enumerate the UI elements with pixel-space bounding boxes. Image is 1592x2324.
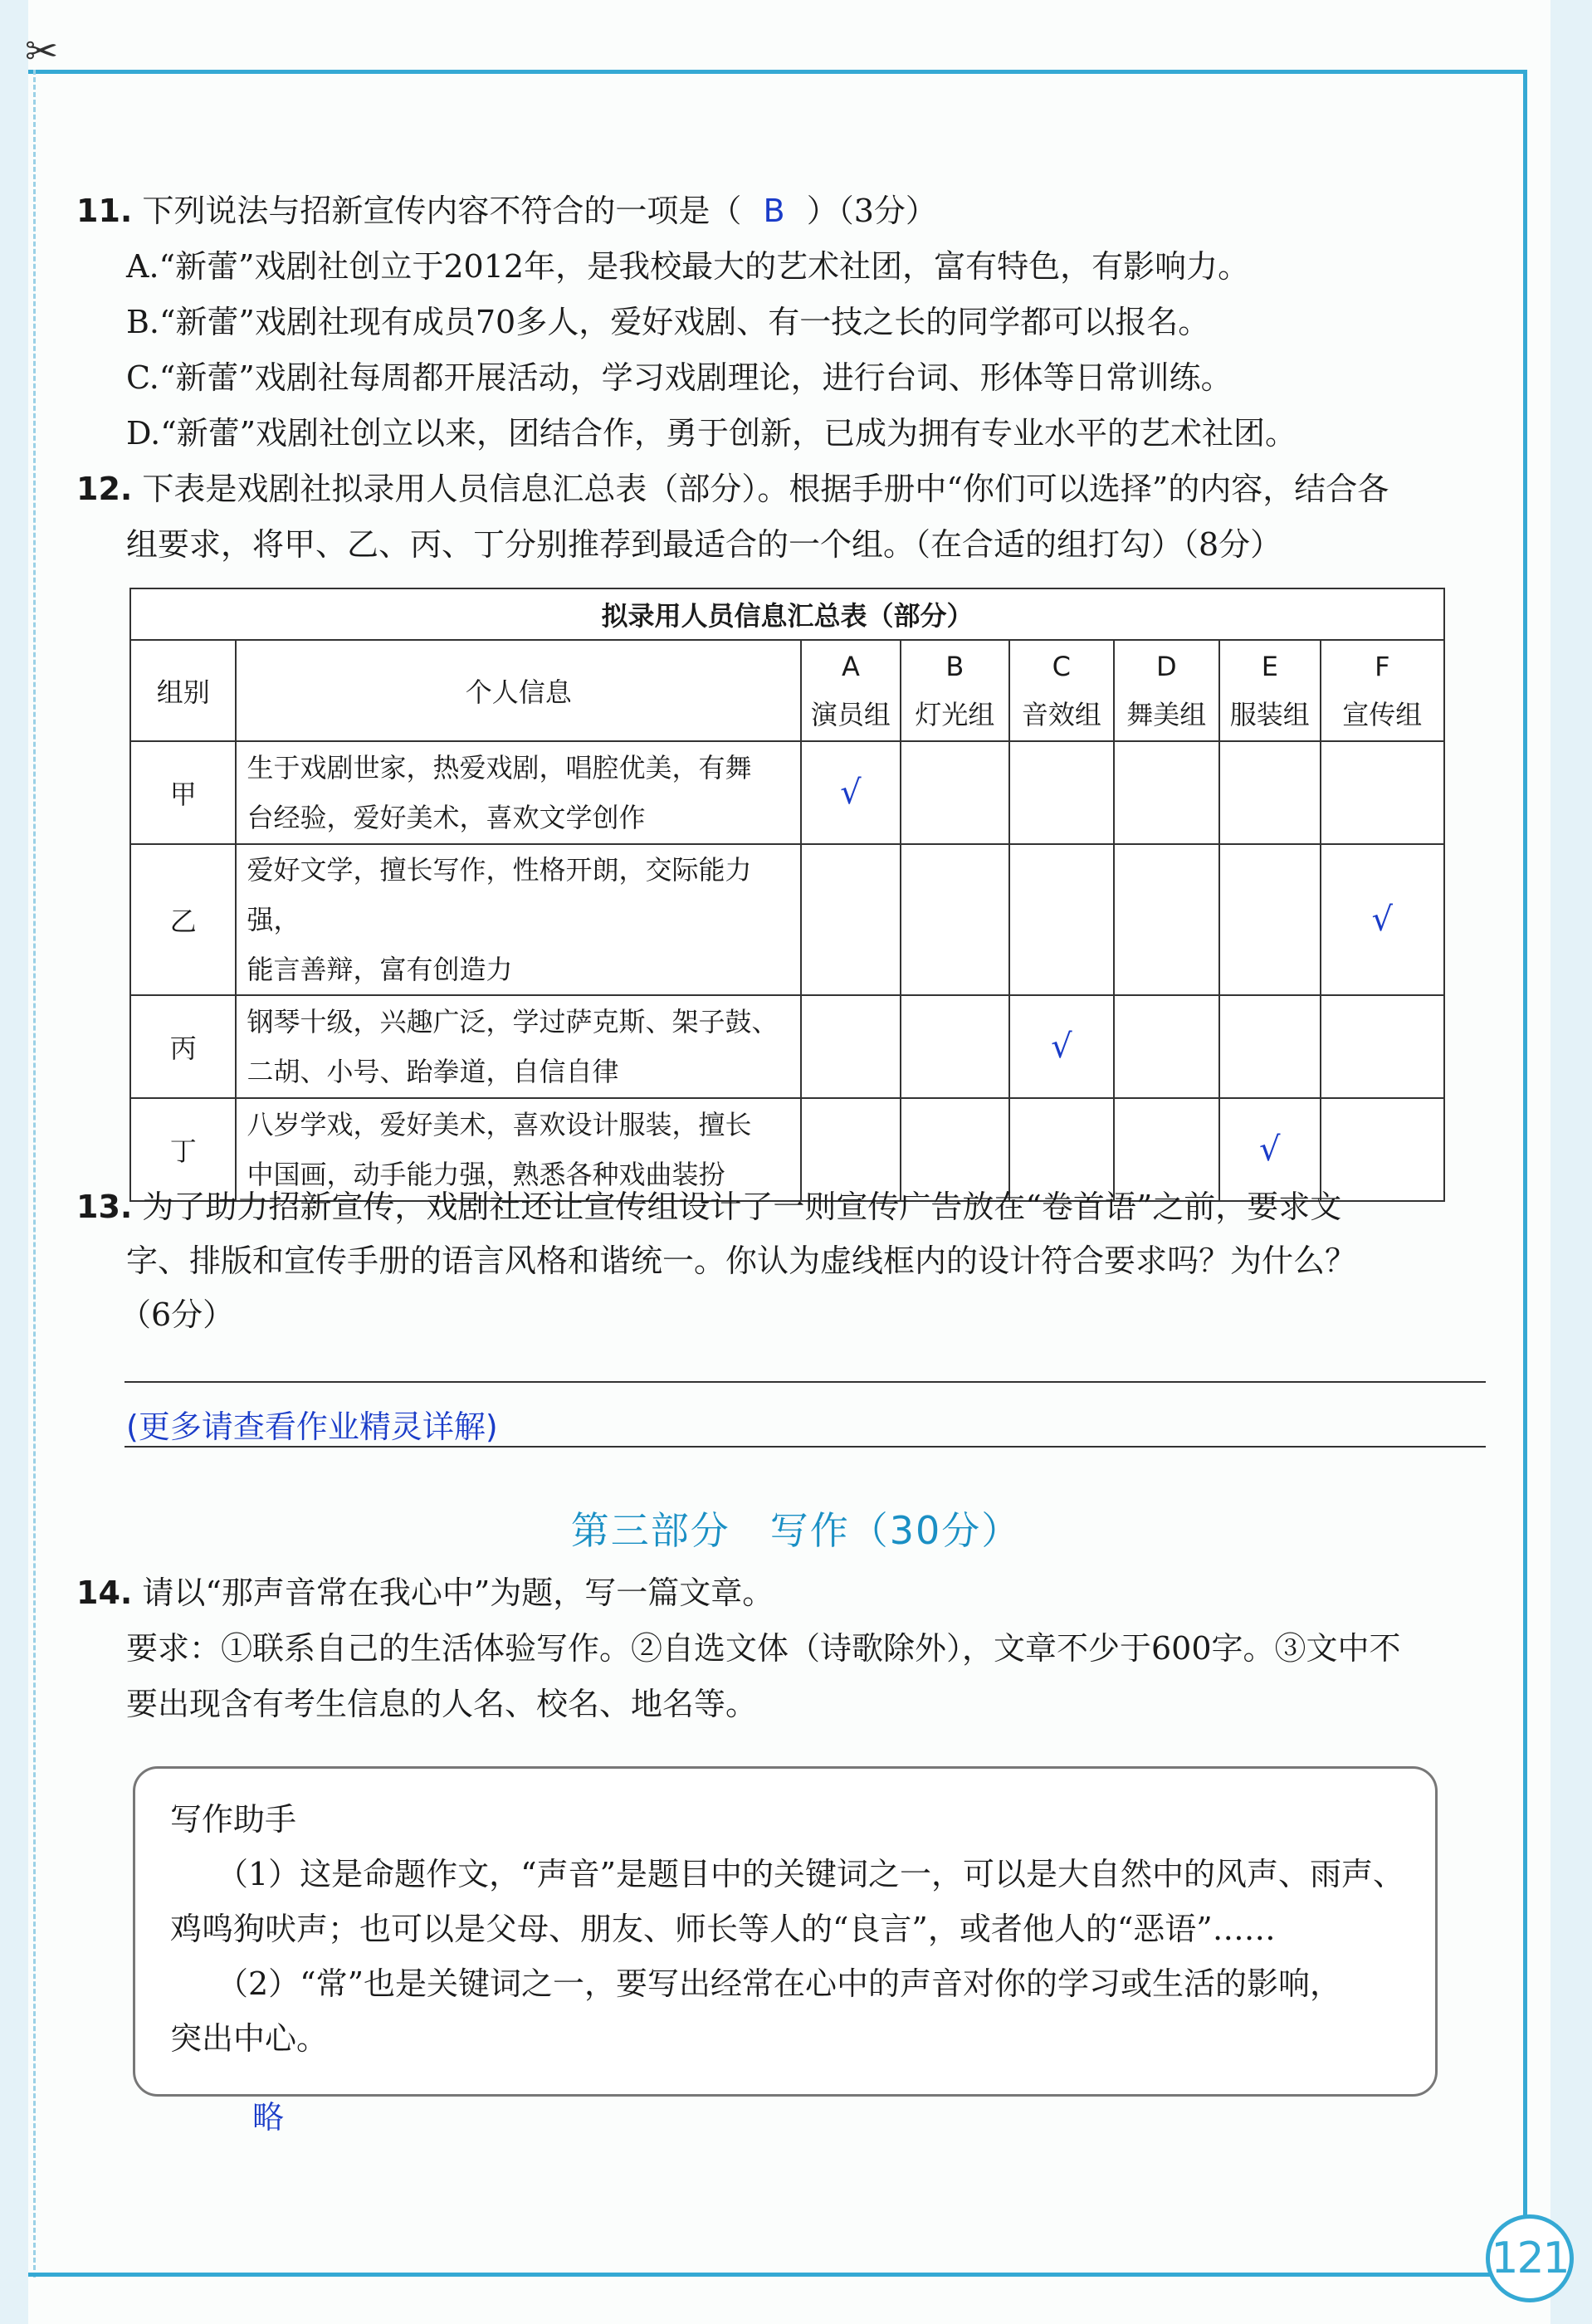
col-header-c (1009, 640, 1113, 741)
more-details-link[interactable]: (更多请查看作业精灵详解) (126, 1409, 498, 1445)
cell-b[interactable] (901, 844, 1009, 995)
col-group-header: 组别 (130, 640, 236, 741)
row-info (236, 844, 801, 995)
row-info (236, 995, 801, 1098)
row-info (236, 741, 801, 844)
helper-title: 写作助手 (170, 1801, 297, 1838)
col-header-f (1321, 640, 1444, 741)
q12-line-1: 下表是戏剧社拟录用人员信息汇总表（部分）。根据手册中“你们可以选择”的内容，结合各 (142, 471, 1389, 507)
q14-line-2: 要求：①联系自己的生活体验写作。②自选文体（诗歌除外），文章不少于600字。③文中不 (126, 1630, 1401, 1667)
cell-b[interactable] (901, 995, 1009, 1098)
q14-line-1: 请以“那声音常在我心中”为题，写一篇文章。 (142, 1575, 774, 1611)
check-mark: √ (1051, 1028, 1072, 1066)
q11-text: 下列说法与招新宣传内容不符合的一项是（ (142, 193, 742, 229)
q14-number: 14. (76, 1575, 133, 1611)
page-border-right (1523, 70, 1527, 2228)
answer-line (125, 1446, 1486, 1448)
row-name: 甲 (130, 741, 236, 844)
cell-e[interactable] (1219, 995, 1321, 1098)
table-title: 拟录用人员信息汇总表（部分） (130, 588, 1444, 640)
q14-answer: 略 (252, 2099, 285, 2136)
row-name: 乙 (130, 844, 236, 995)
col-header-e (1219, 640, 1321, 741)
q11-answer: B (763, 193, 785, 229)
table-row (130, 844, 1444, 995)
helper-line: 鸡鸣狗吠声；也可以是父母、朋友、师长等人的“良言”，或者他人的“恶语”…… (170, 1911, 1276, 1947)
row-name: 丙 (130, 995, 236, 1098)
q14-line-3: 要出现含有考生信息的人名、校名、地名等。 (126, 1686, 758, 1722)
col-name: 服装组 (1229, 699, 1310, 730)
cell-c[interactable] (1009, 995, 1113, 1098)
row-info-line: 生于戏剧世家，热爱戏剧，唱腔优美，有舞 (247, 752, 752, 784)
col-letter: B (945, 651, 964, 682)
page-number: 121 (1486, 2214, 1574, 2302)
section-title: 第三部分 写作（30分） (570, 1508, 1022, 1553)
q13-line-1: 为了助力招新宣传，戏剧社还让宣传组设计了一则宣传广告放在“卷首语”之前，要求文 (142, 1189, 1342, 1225)
q14-stem (76, 1572, 774, 1614)
q12-line-2: 组要求，将甲、乙、丙、丁分别推荐到最适合的一个组。（在合适的组打勾）（8分） (126, 526, 1282, 563)
q11-option-a: A.“新蕾”戏剧社创立于2012年，是我校最大的艺术社团，富有特色，有影响力。 (126, 248, 1250, 285)
scissors-icon: ✂ (25, 28, 59, 75)
col-letter: C (1052, 651, 1071, 682)
row-info-line: 台经验，爱好美术，喜欢文学创作 (247, 802, 646, 833)
answer-line (125, 1381, 1486, 1383)
helper-line: 突出中心。 (170, 2020, 329, 2057)
row-info-line: 钢琴十级，兴趣广泛，学过萨克斯、架子鼓、 (247, 1006, 779, 1038)
col-header-d (1114, 640, 1219, 741)
cell-f[interactable] (1321, 844, 1444, 995)
check-mark: √ (1371, 901, 1394, 939)
cell-a[interactable] (801, 995, 901, 1098)
col-letter: E (1261, 651, 1278, 682)
q13-number: 13. (76, 1189, 133, 1225)
col-header-a (801, 640, 901, 741)
page-border-top (28, 70, 1527, 74)
col-name: 灯光组 (915, 699, 995, 730)
q11-number: 11. (76, 193, 133, 229)
helper-line: （2）“常”也是关键词之一，要写出经常在心中的声音对你的学习或生活的影响， (217, 1965, 1342, 2002)
row-info-line: 爱好文学，擅长写作，性格开朗，交际能力强， (247, 854, 752, 935)
cell-d[interactable] (1114, 741, 1219, 844)
q11-tail: ）（3分） (806, 193, 937, 229)
col-name: 舞美组 (1126, 699, 1207, 730)
col-info-header: 个人信息 (236, 640, 801, 741)
q11-option-d: D.“新蕾”戏剧社创立以来，团结合作，勇于创新，已成为拥有专业水平的艺术社团。 (126, 415, 1297, 452)
q11-option-b: B.“新蕾”戏剧社现有成员70多人，爱好戏剧、有一技之长的同学都可以报名。 (126, 304, 1210, 340)
cell-e[interactable] (1219, 844, 1321, 995)
col-letter: D (1155, 651, 1177, 682)
table-row (130, 995, 1444, 1098)
info-table (129, 588, 1445, 1202)
cell-e[interactable] (1219, 741, 1321, 844)
q12-number: 12. (76, 471, 133, 507)
q12-stem (76, 468, 1389, 510)
cell-c[interactable] (1009, 741, 1113, 844)
cell-c[interactable] (1009, 844, 1113, 995)
col-header-b (901, 640, 1009, 741)
col-name: 演员组 (810, 699, 891, 730)
col-letter: F (1375, 651, 1390, 682)
col-letter: A (841, 651, 860, 682)
q11-option-c: C.“新蕾”戏剧社每周都开展活动，学习戏剧理论，进行台词、形体等日常训练。 (126, 359, 1233, 396)
row-info-line: 八岁学戏，爱好美术，喜欢设计服装，擅长 (247, 1109, 752, 1140)
row-info-line: 二胡、小号、跆拳道，自信自律 (247, 1056, 619, 1087)
cell-f[interactable] (1321, 995, 1444, 1098)
q13-line-3: （6分） (120, 1296, 235, 1333)
check-mark: √ (840, 774, 862, 812)
row-name: 丁 (130, 1098, 236, 1201)
cell-a[interactable] (801, 844, 901, 995)
q11-stem (76, 190, 937, 232)
col-name: 音效组 (1021, 699, 1101, 730)
cut-line (33, 70, 36, 2278)
row-info-line: 中国画，动手能力强，熟悉各种戏曲装扮 (247, 1159, 725, 1190)
table-row (130, 741, 1444, 844)
q13-stem (76, 1186, 1341, 1228)
row-info-line: 能言善辩，富有创造力 (247, 954, 513, 985)
q13-line-2: 字、排版和宣传手册的语言风格和谐统一。你认为虚线框内的设计符合要求吗？为什么？ (126, 1243, 1357, 1279)
col-name: 宣传组 (1342, 699, 1423, 730)
page-border-bottom (28, 2273, 1562, 2277)
writing-helper-box (133, 1766, 1438, 2097)
check-mark: √ (1259, 1130, 1281, 1169)
cell-d[interactable] (1114, 995, 1219, 1098)
cell-a[interactable] (801, 741, 901, 844)
helper-line: （1）这是命题作文，“声音”是题目中的关键词之一，可以是大自然中的风声、雨声、 (217, 1856, 1405, 1892)
cell-f[interactable] (1321, 741, 1444, 844)
cell-b[interactable] (901, 741, 1009, 844)
cell-d[interactable] (1114, 844, 1219, 995)
